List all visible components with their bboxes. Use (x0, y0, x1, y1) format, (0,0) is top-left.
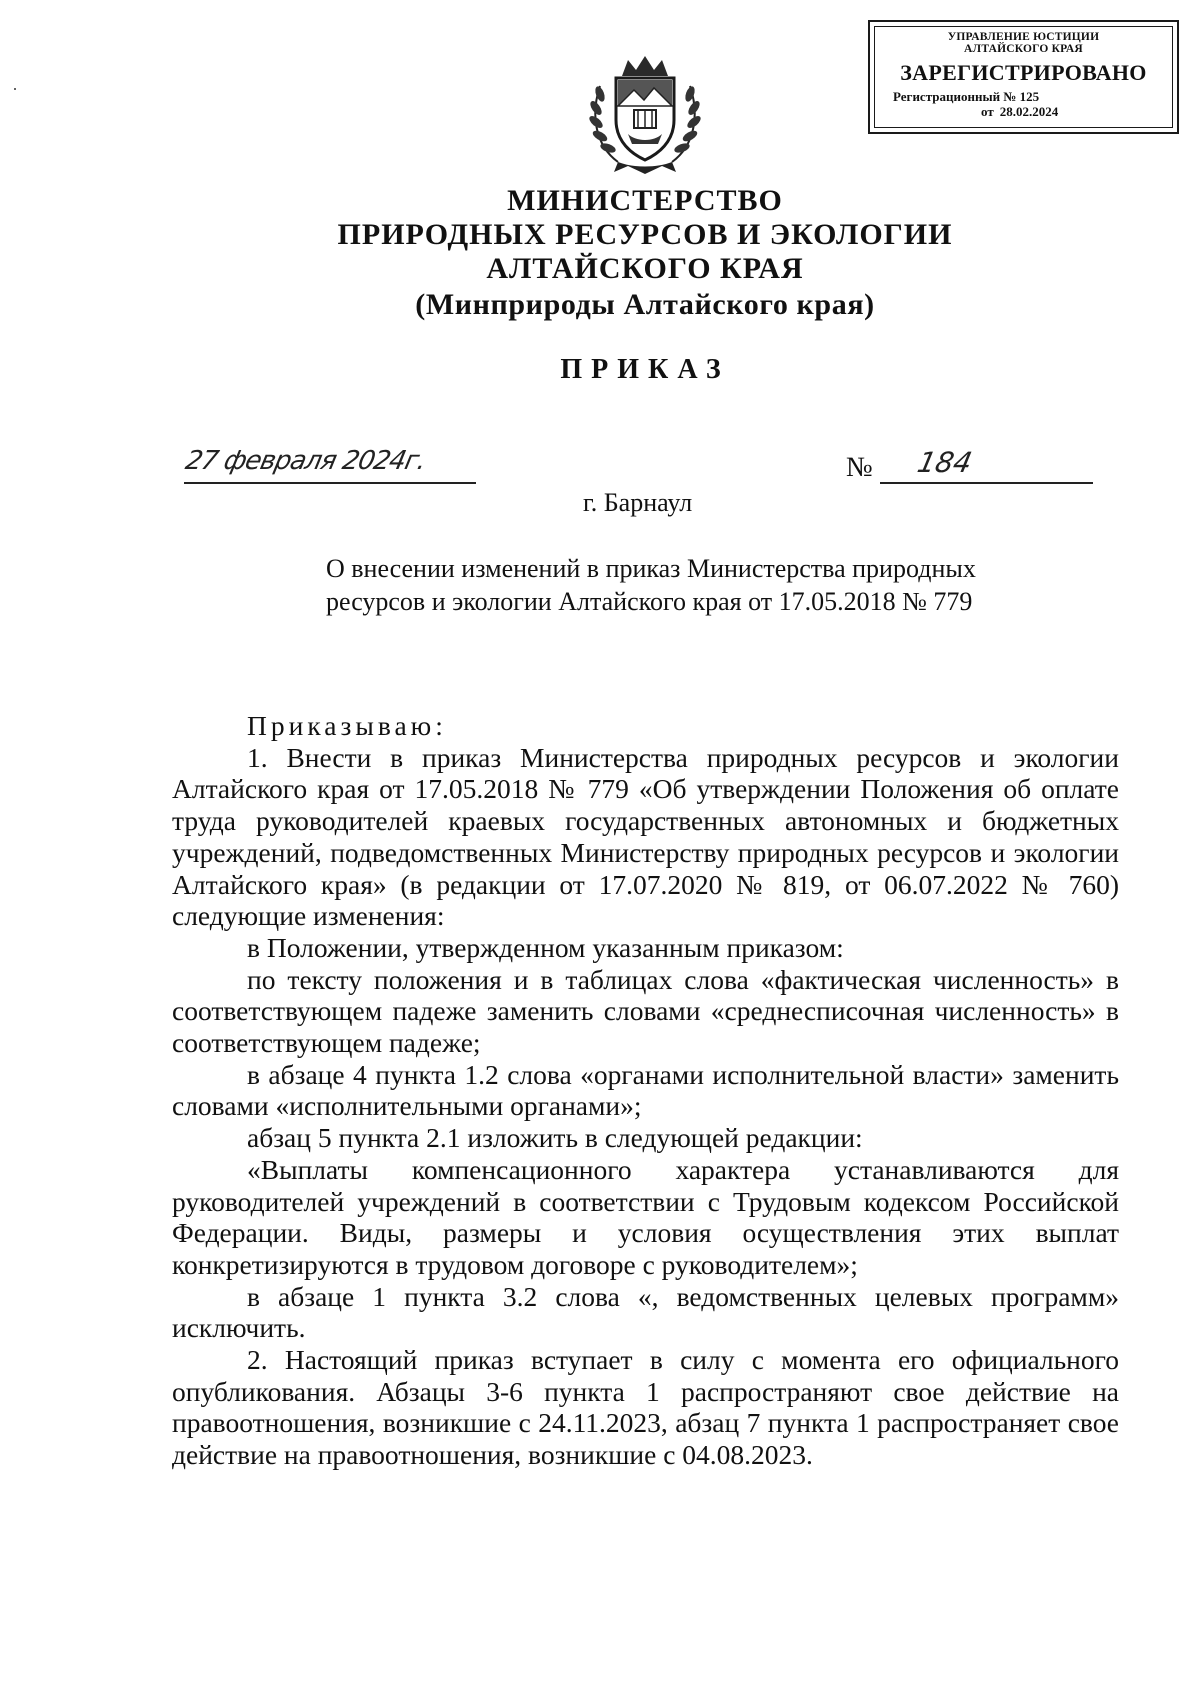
body-paragraph-4: в абзаце 4 пункта 1.2 слова «органами исполнительной власти» заменить словами «исполнительными органами»; (172, 1058, 1119, 1122)
body-paragraph-1: 1. Внести в приказ Министерства природных ресурсов и экологии Алтайского края от 17.05.2018 № 779 «Об утверждении Положения об оплате труда руководителей краевых государственных автономных и бюджетных учреждений, подведомственных Министерству природных ресурсов и экологии Алтайского края» (в редакции от 17.07.2020 № 819, от 06.07.2022 № 760) следующие изменения: (172, 741, 1119, 932)
body-paragraph-2: в Положении, утвержденном указанным приказом: (247, 931, 844, 963)
body-paragraph-7: в абзаце 1 пункта 3.2 слова «, ведомственных целевых программ» исключить. (172, 1280, 1119, 1344)
altai-krai-coat-of-arms-icon (578, 50, 712, 176)
ministry-title-line-1: МИНИСТЕРСТВО (507, 184, 783, 217)
registration-stamp (868, 20, 1179, 134)
ministry-title-line-3: АЛТАЙСКОГО КРАЯ (486, 252, 804, 285)
body-paragraph-order-word: Приказываю: (247, 710, 447, 741)
scan-speck (14, 88, 16, 90)
body-paragraph-3: по тексту положения и в таблицах слова «фактическая численность» в соответствующем падеже заменить словами «среднесписочная численность» в соответствующем падеже; (172, 963, 1119, 1059)
order-body (172, 710, 1119, 1471)
number-underline (880, 482, 1093, 484)
stamp-inner-frame (874, 26, 1173, 128)
order-number-handwritten: 184 (914, 446, 975, 479)
stamp-status: ЗАРЕГИСТРИРОВАНО (900, 60, 1147, 85)
subject-line-1: О внесении изменений в приказ Министерства природных (326, 554, 976, 583)
stamp-org-line-2: АЛТАЙСКОГО КРАЯ (964, 43, 1083, 55)
stamp-date-prefix: от (981, 104, 994, 119)
subject-line-2: ресурсов и экологии Алтайского края от 17.05.2018 № 779 (326, 587, 973, 616)
stamp-reg-number: Регистрационный № 125 (893, 89, 1040, 104)
ministry-short-name: (Минприроды Алтайского края) (415, 288, 875, 321)
stamp-date-line (875, 104, 1172, 119)
document-type-title: ПРИКАЗ (560, 354, 730, 385)
order-subject (326, 552, 1066, 618)
body-paragraph-5: абзац 5 пункта 2.1 изложить в следующей редакции: (247, 1122, 863, 1154)
date-underline (184, 482, 476, 484)
body-paragraph-6: «Выплаты компенсационного характера устанавливаются для руководителей учреждений в соответствии с Трудовым кодексом Российской Федерации. Виды, размеры и условия осуществления этих выплат конкретизируются в трудовом договоре с руководителем»; (172, 1153, 1119, 1280)
order-number-label: № (846, 452, 873, 483)
body-paragraph-8: 2. Настоящий приказ вступает в силу с момента его официального опубликования. Абзацы 3-6 пункта 1 распространяют свое действие на правоотношения, возникшие с 24.11.2023, абзац 7 пункта 1 распространяет свое действие на правоотношения, возникшие с 04.08.2023. (172, 1344, 1119, 1471)
order-date-handwritten: 27 февраля 2024г. (182, 446, 429, 476)
stamp-date: 28.02.2024 (999, 104, 1059, 119)
ministry-title-line-2: ПРИРОДНЫХ РЕСУРСОВ И ЭКОЛОГИИ (337, 218, 953, 251)
stamp-org-line-1: УПРАВЛЕНИЕ ЮСТИЦИИ (947, 31, 1100, 43)
city-line: г. Барнаул (583, 488, 693, 517)
